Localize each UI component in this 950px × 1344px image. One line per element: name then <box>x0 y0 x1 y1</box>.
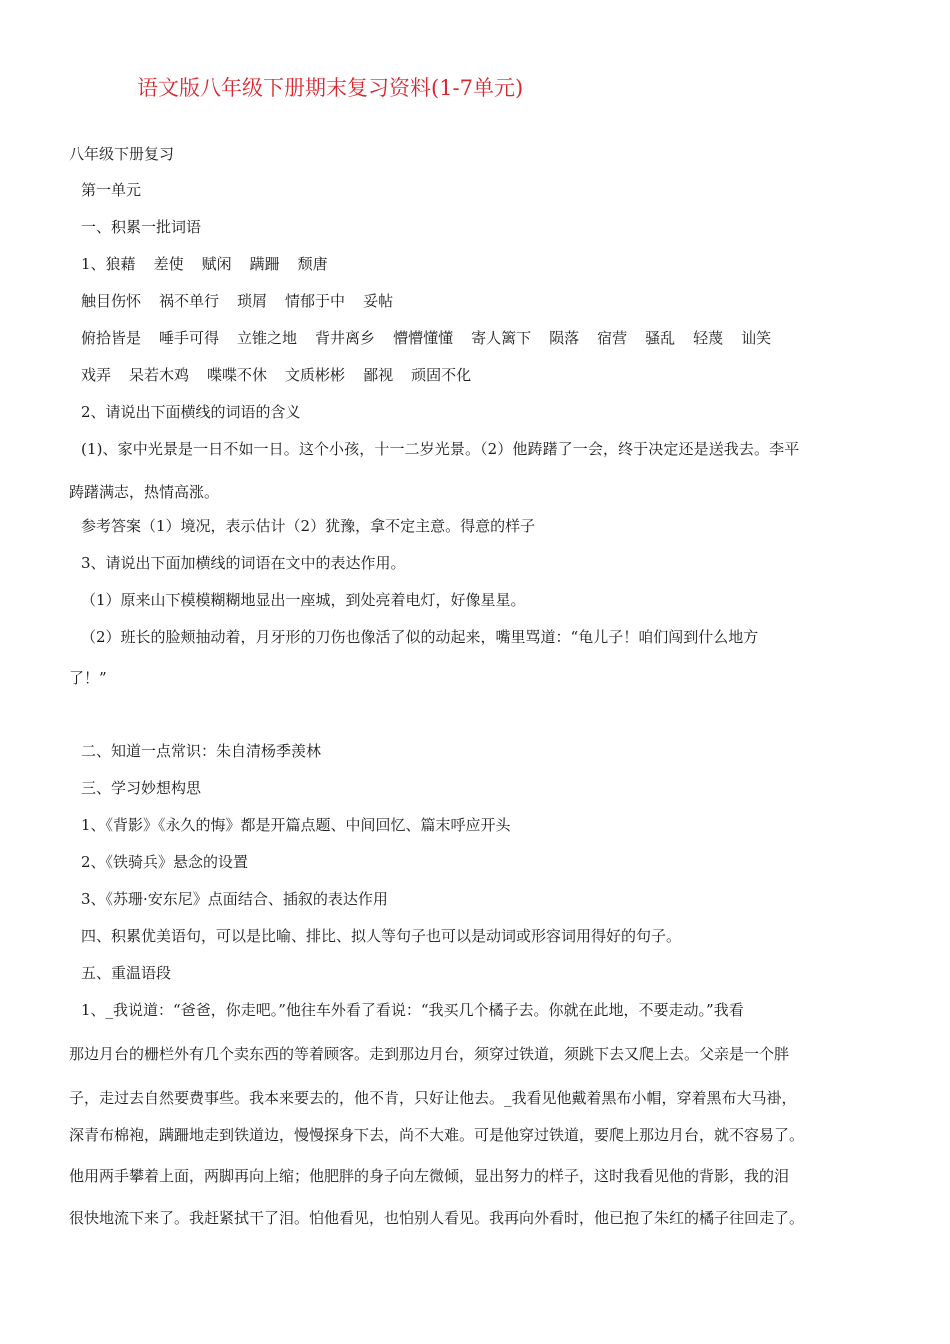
passage-line: 很快地流下来了。我赶紧拭干了泪。怕他看见，也怕别人看见。我再向外看时，他已抱了朱红的橘子往回走了。 <box>69 1209 805 1227</box>
vocab-row-3 <box>81 328 789 348</box>
vocab-word: 呆若木鸡 <box>129 366 190 384</box>
vocab-word: 立锥之地 <box>237 329 298 347</box>
question-2-text: (1)、家中光景是一日不如一日。这个小孩，十一二岁光景。（2）他踌躇了一会，终于决定还是送我去。李平 <box>81 440 800 458</box>
vocab-word: 狼藉 <box>105 255 136 273</box>
passage-line: 那边月台的栅栏外有几个卖东西的等着顾客。走到那边月台，须穿过铁道，须跳下去又爬上去。父亲是一个胖 <box>69 1045 790 1063</box>
vocab-word: 差使 <box>153 255 184 273</box>
passage-line: 他用两手攀着上面，两脚再向上缩；他肥胖的身子向左微倾，显出努力的样子，这时我看见他的背影，我的泪 <box>69 1167 790 1185</box>
vocab-word: 赋闲 <box>201 255 232 273</box>
passage-line: 1、_我说道：“爸爸，你走吧。”他往车外看了看说：“我买几个橘子去。你就在此地，不要走动。”我看 <box>81 1001 744 1019</box>
section3-item-3: 3、《苏珊·安东尼》点面结合、插叙的表达作用 <box>81 890 388 908</box>
vocab-word: 讪笑 <box>741 329 772 347</box>
vocab-word: 琐屑 <box>237 292 268 310</box>
section5-heading: 五、重温语段 <box>81 964 172 982</box>
vocab-word: 顽固不化 <box>411 366 472 384</box>
vocab-word: 背井离乡 <box>315 329 376 347</box>
vocab-word: 轻蔑 <box>693 329 724 347</box>
question-3: 3、请说出下面加横线的词语在文中的表达作用。 <box>81 554 406 572</box>
question-2-answer: 参考答案（1）境况，表示估计（2）犹豫，拿不定主意。得意的样子 <box>81 517 536 535</box>
section2-heading: 二、知道一点常识：朱自清杨季羡林 <box>81 742 322 760</box>
vocab-row-2 <box>81 291 411 311</box>
section-heading: 八年级下册复习 <box>69 145 175 163</box>
section3-heading: 三、学习妙想构思 <box>81 779 202 797</box>
vocab-row-1 <box>81 254 346 274</box>
vocab-word: 祸不单行 <box>159 292 220 310</box>
question-3-item-1: （1）原来山下模模糊糊地显出一座城，到处亮着电灯，好像星星。 <box>81 591 526 609</box>
section1-heading: 一、积累一批词语 <box>81 218 202 236</box>
vocab-word: 颓唐 <box>297 255 328 273</box>
vocab-word: 陨落 <box>549 329 580 347</box>
document-title: 语文版八年级下册期末复习资料(1-7单元) <box>137 76 524 100</box>
vocab-word: 俯拾皆是 <box>81 329 142 347</box>
unit-heading: 第一单元 <box>81 181 142 199</box>
vocab-word: 懵懵懂懂 <box>393 329 454 347</box>
vocab-row-4 <box>81 365 489 385</box>
vocab-word: 戏弄 <box>81 366 112 384</box>
vocab-word: 宿营 <box>597 329 628 347</box>
vocab-word: 鄙视 <box>363 366 394 384</box>
vocab-word: 唾手可得 <box>159 329 220 347</box>
vocab-word: 触目伤怀 <box>81 292 142 310</box>
vocab-prefix: 1、 <box>81 255 106 273</box>
question-3-item-2-cont: 了！” <box>69 669 107 687</box>
vocab-word: 骚乱 <box>645 329 676 347</box>
question-3-item-2: （2）班长的脸颊抽动着，月牙形的刀伤也像活了似的动起来，嘴里骂道：“龟儿子！咱们闯到什么地方 <box>81 628 759 646</box>
question-2-text-cont: 踌躇满志，热情高涨。 <box>69 483 220 501</box>
section4-heading: 四、积累优美语句，可以是比喻、排比、拟人等句子也可以是动词或形容词用得好的句子。 <box>81 927 682 945</box>
section3-item-1: 1、《背影》《永久的悔》都是开篇点题、中间回忆、篇末呼应开头 <box>81 816 511 834</box>
vocab-word: 妥帖 <box>363 292 394 310</box>
passage-line: 深青布棉袍，蹒跚地走到铁道边，慢慢探身下去，尚不大难。可是他穿过铁道，要爬上那边月台，就不容易了。 <box>69 1126 805 1144</box>
question-2: 2、请说出下面横线的词语的含义 <box>81 403 301 421</box>
passage-line: 子，走过去自然要费事些。我本来要去的，他不肯，只好让他去。_我看见他戴着黑布小帽，穿着黑布大马褂， <box>69 1089 797 1107</box>
vocab-word: 文质彬彬 <box>285 366 346 384</box>
section3-item-2: 2、《铁骑兵》悬念的设置 <box>81 853 249 871</box>
vocab-word: 寄人篱下 <box>471 329 532 347</box>
vocab-word: 蹒跚 <box>249 255 280 273</box>
vocab-word: 情郁于中 <box>285 292 346 310</box>
vocab-word: 喋喋不休 <box>207 366 268 384</box>
